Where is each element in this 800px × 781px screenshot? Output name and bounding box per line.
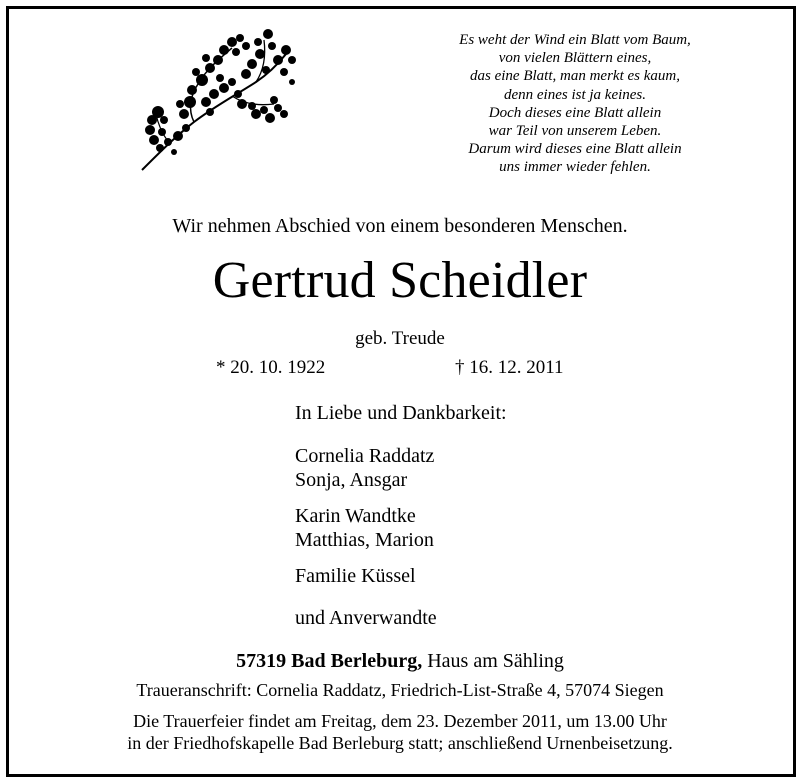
mourner-line: Sonja, Ansgar bbox=[295, 469, 408, 491]
birth-date: * 20. 10. 1922 bbox=[216, 357, 326, 378]
poem-line: Darum wird dieses eine Blatt allein bbox=[468, 141, 682, 158]
mourning-address: Traueranschrift: Cornelia Raddatz, Friedrich-List-Straße 4, 57074 Siegen bbox=[136, 680, 664, 700]
poem-line: Doch dieses eine Blatt allein bbox=[488, 104, 662, 121]
location-city: 57319 Bad Berleburg, bbox=[236, 650, 423, 672]
mourner-group bbox=[295, 606, 507, 630]
death-date: † 16. 12. 2011 bbox=[455, 357, 564, 378]
poem-line: von vielen Blättern eines, bbox=[498, 50, 652, 67]
location-line bbox=[0, 650, 800, 673]
mourner-line: und Anverwandte bbox=[295, 607, 437, 629]
intro-text: Wir nehmen Abschied von einem besonderen Menschen. bbox=[172, 215, 628, 237]
deceased-name: Gertrud Scheidler bbox=[212, 252, 588, 309]
poem-line: uns immer wieder fehlen. bbox=[499, 159, 651, 176]
mourner-group bbox=[295, 504, 507, 552]
poem-line: denn eines ist ja keines. bbox=[503, 86, 647, 103]
maiden-name: geb. Treude bbox=[355, 328, 445, 349]
mourner-line: Familie Küssel bbox=[295, 565, 416, 587]
mourner-line: Karin Wandtke bbox=[295, 505, 416, 527]
poem bbox=[415, 31, 735, 177]
mourner-group bbox=[295, 564, 507, 588]
poem-line: war Teil von unserem Leben. bbox=[488, 123, 662, 140]
location-place: Haus am Sähling bbox=[427, 650, 564, 672]
service-info bbox=[0, 710, 800, 754]
service-line: in der Friedhofskapelle Bad Berleburg statt; anschließend Urnenbeisetzung. bbox=[127, 733, 673, 753]
mourner-line: Cornelia Raddatz bbox=[295, 445, 435, 467]
service-line: Die Trauerfeier findet am Freitag, dem 23. Dezember 2011, um 13.00 Uhr bbox=[133, 711, 667, 731]
leaf-branch-icon bbox=[140, 24, 300, 174]
mourners bbox=[295, 401, 507, 630]
mourner-line: Matthias, Marion bbox=[295, 529, 434, 551]
mourner-group bbox=[295, 444, 507, 492]
poem-line: Es weht der Wind ein Blatt vom Baum, bbox=[459, 32, 691, 48]
mourners-heading: In Liebe und Dankbarkeit: bbox=[295, 402, 507, 424]
poem-line: das eine Blatt, man merkt es kaum, bbox=[470, 68, 680, 85]
